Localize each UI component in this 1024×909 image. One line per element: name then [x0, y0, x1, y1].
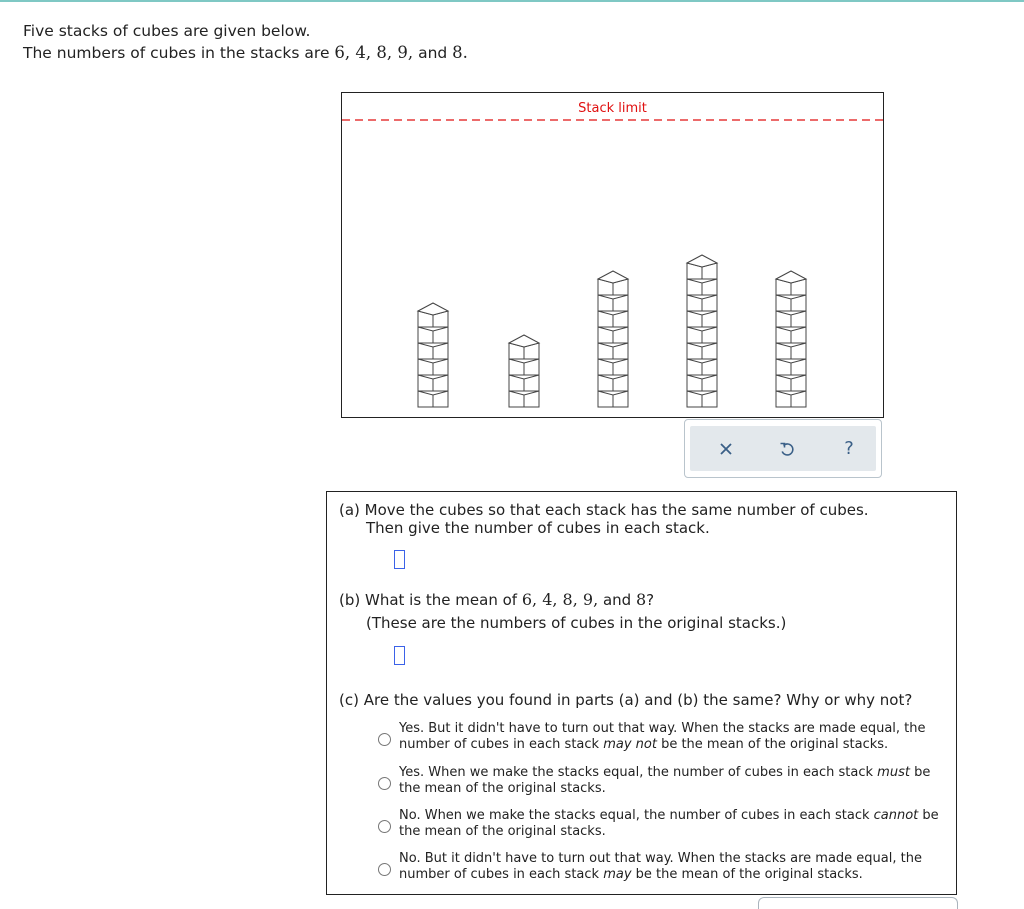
bottom-tab [758, 897, 958, 909]
option-3-em: cannot [873, 808, 919, 823]
cube-stacks-canvas[interactable] [342, 93, 883, 417]
top-border [0, 0, 1024, 2]
intro-line-2 [23, 42, 468, 64]
option-2-text [399, 765, 949, 797]
option-3-pre: No. When we make the stacks equal, the number of cubes in each stack [399, 808, 874, 823]
intro-last-value: 8 [452, 43, 463, 62]
cube[interactable] [776, 311, 806, 327]
question-b-end: ? [646, 591, 655, 609]
cube[interactable] [418, 375, 448, 391]
cube[interactable] [598, 391, 628, 407]
option-4-post: be the mean of the original stacks. [631, 867, 863, 882]
problem-intro [23, 20, 468, 64]
cube[interactable] [687, 295, 717, 311]
cube[interactable] [598, 327, 628, 343]
cube-stack-4[interactable] [687, 255, 717, 407]
option-4-em: may [603, 867, 632, 882]
cube[interactable] [509, 391, 539, 407]
workspace-toolbar [684, 419, 882, 478]
option-3-text [399, 808, 949, 840]
cube[interactable] [687, 391, 717, 407]
option-3-radio[interactable] [378, 820, 391, 833]
cube[interactable] [687, 375, 717, 391]
question-a-line-1: (a) Move the cubes so that each stack has the same number of cubes. [339, 501, 869, 519]
undo-icon [777, 439, 797, 459]
question-b-prefix: (b) What is the mean of [339, 591, 522, 609]
option-4-radio[interactable] [378, 863, 391, 876]
cube[interactable] [418, 391, 448, 407]
stack-limit-label: Stack limit [578, 101, 647, 116]
cube-stack-3[interactable] [598, 271, 628, 407]
option-1-pre: Yes. But it didn't have to turn out that way. When the stacks are made equal, the number of cubes in each stack [399, 721, 926, 752]
option-2-radio[interactable] [378, 777, 391, 790]
help-button[interactable]: ? [844, 438, 854, 459]
question-b-and: and [598, 591, 636, 609]
cube[interactable] [418, 327, 448, 343]
cube[interactable] [598, 375, 628, 391]
option-1[interactable] [378, 721, 948, 757]
cube[interactable] [687, 311, 717, 327]
answer-b-input[interactable] [394, 646, 405, 665]
cube[interactable] [687, 279, 717, 295]
question-b-line-2: (These are the numbers of cubes in the original stacks.) [366, 614, 787, 632]
question-b-values: 6, 4, 8, 9, [521, 590, 599, 609]
cube-stack-1[interactable] [418, 303, 448, 407]
question-a-line-2: Then give the number of cubes in each stack. [366, 519, 710, 537]
option-3[interactable] [378, 808, 948, 844]
option-2[interactable] [378, 765, 948, 801]
intro-line-1: Five stacks of cubes are given below. [23, 22, 311, 40]
cube-stack-5[interactable] [776, 271, 806, 407]
cube[interactable] [598, 295, 628, 311]
option-1-post: be the mean of the original stacks. [656, 737, 889, 752]
cube[interactable] [598, 359, 628, 375]
option-1-em: may not [603, 737, 657, 752]
cube[interactable] [687, 359, 717, 375]
option-2-pre: Yes. When we make the stacks equal, the number of cubes in each stack [399, 765, 878, 780]
cube[interactable] [509, 359, 539, 375]
cube[interactable] [687, 343, 717, 359]
intro-line-2-prefix: The numbers of cubes in the stacks are [23, 44, 335, 62]
cube[interactable] [776, 343, 806, 359]
toolbar-panel [690, 426, 876, 471]
close-icon [716, 439, 736, 459]
option-4[interactable] [378, 851, 948, 887]
option-4-text [399, 851, 949, 883]
cube-workspace[interactable] [341, 92, 884, 418]
option-2-em: must [877, 765, 910, 780]
cube[interactable] [776, 327, 806, 343]
option-3-post: be the mean of the original stacks. [399, 808, 939, 839]
cube-stack-2[interactable] [509, 335, 539, 407]
cube[interactable] [418, 343, 448, 359]
clear-button[interactable] [712, 436, 740, 462]
cube[interactable] [598, 311, 628, 327]
question-c-line: (c) Are the values you found in parts (a) and (b) the same? Why or why not? [339, 691, 913, 709]
cube[interactable] [687, 327, 717, 343]
question-b-line-1 [339, 591, 654, 609]
intro-period: . [462, 43, 468, 62]
cube[interactable] [776, 295, 806, 311]
cube[interactable] [598, 343, 628, 359]
cube[interactable] [776, 359, 806, 375]
cube[interactable] [776, 375, 806, 391]
option-1-radio[interactable] [378, 733, 391, 746]
answer-a-input[interactable] [394, 550, 405, 569]
intro-and: and [413, 44, 453, 62]
intro-values: 6, 4, 8, 9, [334, 43, 414, 62]
question-b-last-value: 8 [635, 590, 647, 609]
cube[interactable] [418, 359, 448, 375]
option-2-post: be the mean of the original stacks. [399, 765, 931, 796]
cube[interactable] [776, 391, 806, 407]
option-4-pre: No. But it didn't have to turn out that way. When the stacks are made equal, the number of cubes in each stack [399, 851, 922, 882]
questions-panel [326, 491, 957, 895]
option-1-text [399, 721, 949, 753]
undo-button[interactable] [773, 436, 801, 462]
cube[interactable] [509, 375, 539, 391]
